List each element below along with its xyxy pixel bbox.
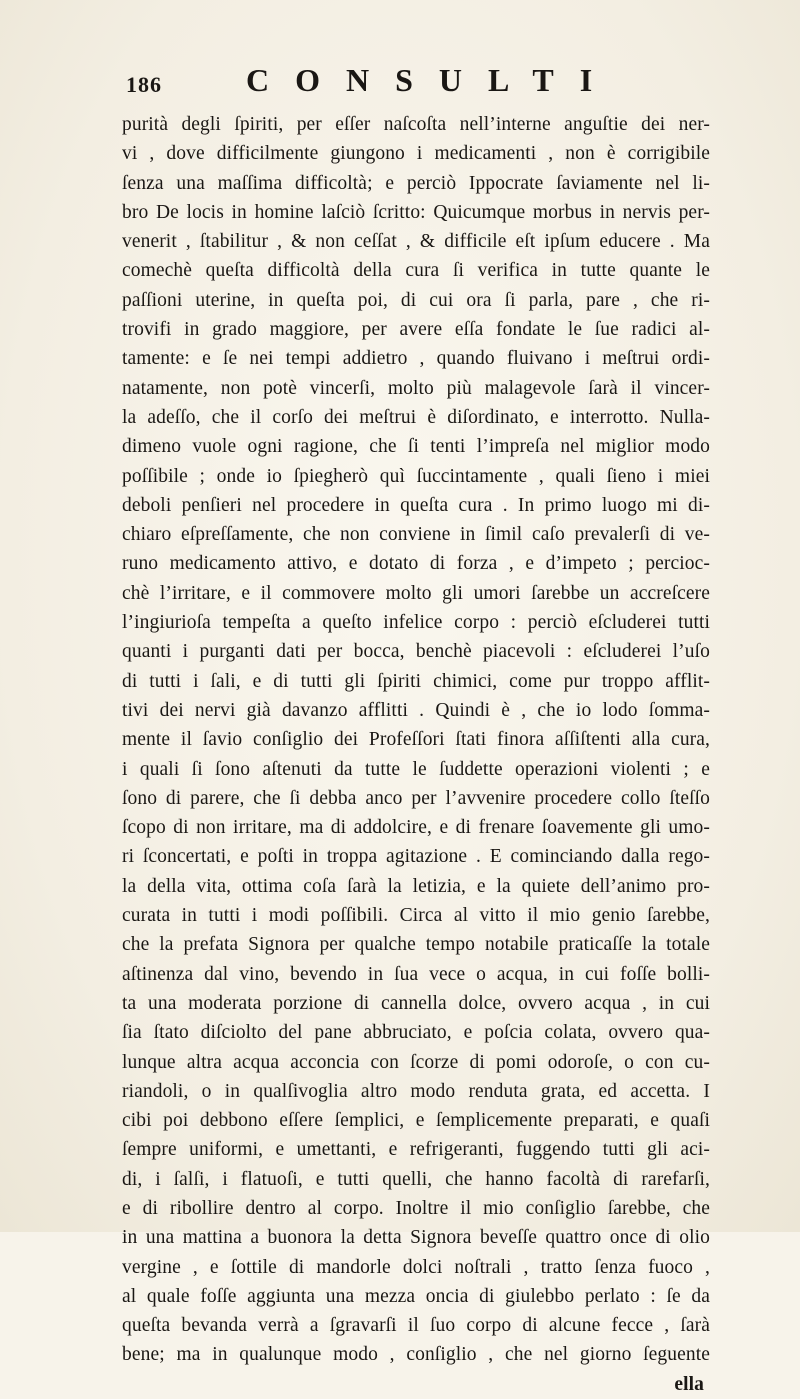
- text-line: tivi dei nervi già davanzo afflitti . Quindi è , che io lodo ſomma-: [122, 699, 710, 721]
- text-line: che la prefata Signora per qualche tempo notabile praticaſſe la totale: [122, 934, 710, 956]
- text-line: e di ribollire dentro al corpo. Inoltre il mio conſiglio ſarebbe, che: [122, 1197, 710, 1219]
- text-line: chè l’irritare, e il commovere molto gli umori ſarebbe un accreſcere: [122, 582, 710, 604]
- text-line: trovifi in grado maggiore, per avere eſſa fondate le ſue radici al-: [122, 319, 710, 341]
- text-line: i quali ſi ſono aſtenuti da tutte le ſuddette operazioni violenti ; e: [122, 758, 710, 780]
- text-line: lunque altra acqua acconcia con ſcorze di pomi odoroſe, o con cu-: [122, 1051, 710, 1073]
- text-line: la della vita, ottima coſa ſarà la letizia, e la quiete dell’animo pro-: [122, 875, 710, 897]
- text-line: al quale foſſe aggiunta una mezza oncia di giulebbo perlato : ſe da: [122, 1285, 710, 1307]
- text-line: ſenza una maſſima difficoltà; e perciò Ippocrate ſaviamente nel li-: [122, 172, 710, 194]
- running-head: CONSULTI: [246, 62, 619, 98]
- text-line: quanti i purganti dati per bocca, benchè piacevoli : eſcluderei l’uſo: [122, 641, 710, 663]
- text-line: aſtinenza dal vino, bevendo in ſua vece o acqua, in cui foſſe bolli-: [122, 963, 710, 985]
- text-line: chiaro eſpreſſamente, che non conviene in ſimil caſo prevalerſi di ve-: [122, 524, 710, 546]
- text-line: in una mattina a buonora la detta Signora beveſſe quattro once di olio: [122, 1227, 710, 1249]
- text-line: poſſibile ; onde io ſpiegherò quì ſuccintamente , quali ſieno i miei: [122, 465, 710, 487]
- text-line: purità degli ſpiriti, per eſſer naſcoſta nell’interne anguſtie dei ner-: [122, 114, 710, 135]
- text-line: vergine , e ſottile di mandorle dolci noſtrali , tratto ſenza fuoco ,: [122, 1256, 710, 1278]
- text-line: queſta bevanda verrà a ſgravarſi il ſuo corpo di alcune fecce , ſarà: [122, 1315, 710, 1337]
- text-line: dimeno vuole ogni ragione, che ſi tenti l’impreſa nel miglior modo: [122, 436, 710, 458]
- text-line: vi , dove difficilmente giungono i medicamenti , non è corrigibile: [122, 143, 710, 165]
- page-header: [126, 62, 706, 102]
- body-text: [122, 110, 710, 1399]
- text-line: deboli penſieri nel procedere in queſta cura . In primo luogo mi di-: [122, 494, 710, 516]
- text-line: di tutti i ſali, e di tutti gli ſpiriti chimici, come pur troppo afflit-: [122, 670, 710, 692]
- text-line: l’ingiurioſa tempeſta a queſto infelice corpo : perciò eſcluderei tutti: [122, 612, 710, 634]
- text-line: ſcopo di non irritare, ma di addolcire, e di frenare ſoavemente gli umo-: [122, 817, 710, 839]
- catchword: ella: [674, 1373, 704, 1395]
- text-line: tamente: e ſe nei tempi addietro , quando fluivano i meſtrui ordi-: [122, 348, 710, 370]
- text-line: ſono di parere, che ſi debba anco per l’avvenire procedere collo ſteſſo: [122, 787, 710, 809]
- page-number: 186: [126, 72, 162, 97]
- text-line: mente il ſavio conſiglio dei Profeſſori ſtati finora aſſiſtenti alla cura,: [122, 729, 710, 751]
- text-line: la adeſſo, che il corſo dei meſtrui è diſordinato, e interrotto. Nulla-: [122, 406, 710, 428]
- text-line: ri ſconcertati, e poſti in troppa agitazione . E cominciando dalla rego-: [122, 846, 710, 868]
- text-line: di, i ſalſi, i flatuoſi, e tutti quelli, che hanno facoltà di rarefarſi,: [122, 1168, 710, 1190]
- text-line: ſempre uniformi, e umettanti, e refrigeranti, fuggendo tutti gli aci-: [122, 1139, 710, 1161]
- text-line: natamente, non potè vincerſi, molto più malagevole ſarà il vincer-: [122, 377, 710, 399]
- text-line: curata in tutti i modi poſſibili. Circa al vitto il mio genio ſarebbe,: [122, 905, 710, 927]
- text-line: bene; ma in qualunque modo , conſiglio , che nel giorno ſeguente: [122, 1344, 710, 1366]
- text-line: ſia ſtato diſciolto del pane abbruciato, e poſcia colata, ovvero qua-: [122, 1022, 710, 1044]
- text-line: ta una moderata porzione di cannella dolce, ovvero acqua , in cui: [122, 992, 710, 1014]
- text-line: runo medicamento attivo, e dotato di forza , e d’impeto ; percioc-: [122, 553, 710, 575]
- text-line: riandoli, o in qualſivoglia altro modo renduta grata, ed accetta. I: [122, 1080, 710, 1102]
- text-line: paſſioni uterine, in queſta poi, di cui ora ſi parla, pare , che ri-: [122, 289, 710, 311]
- text-line: cibi poi debbono eſſere ſemplici, e ſemplicemente preparati, e quaſi: [122, 1110, 710, 1132]
- text-line: bro De locis in homine laſciò ſcritto: Quicumque morbus in nervis per-: [122, 201, 710, 223]
- text-line: venerit , ſtabilitur , & non ceſſat , & difficile eſt ipſum educere . Ma: [122, 231, 710, 253]
- text-line: comechè queſta difficoltà della cura ſi verifica in tutte quante le: [122, 260, 710, 282]
